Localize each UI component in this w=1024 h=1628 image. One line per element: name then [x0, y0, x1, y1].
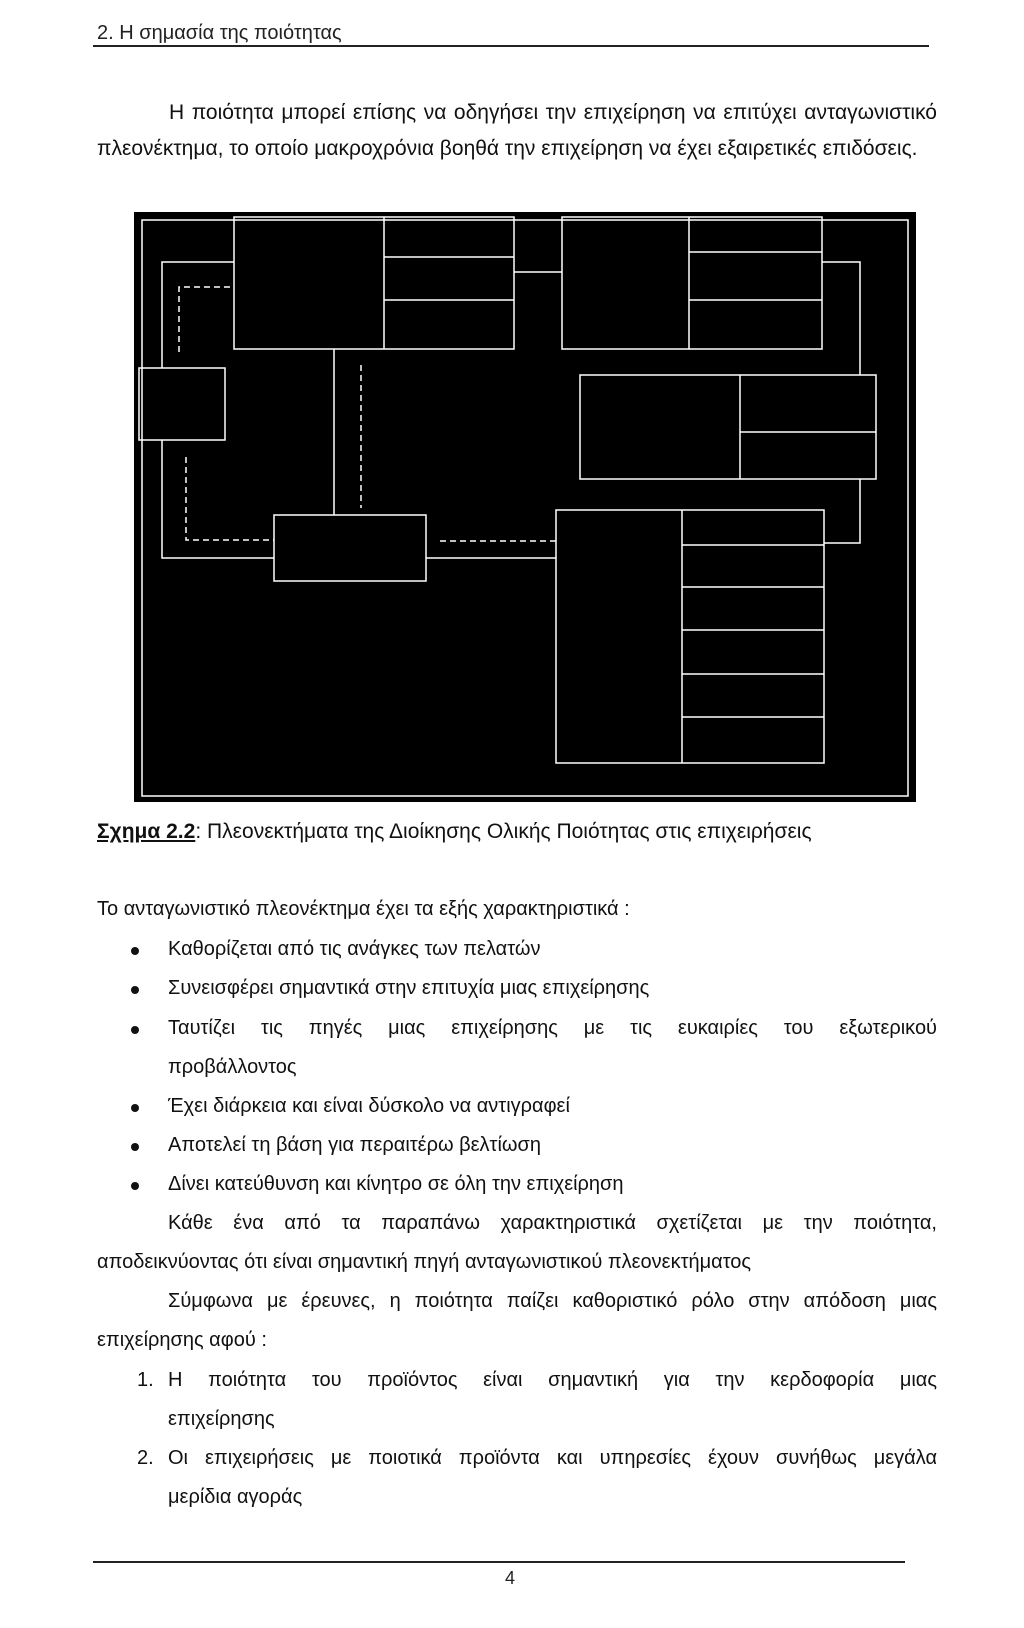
characteristics-intro: Το ανταγωνιστικό πλεονέκτημα έχει τα εξής χαρακτηριστικά :	[97, 898, 630, 920]
page-number: 4	[505, 1568, 516, 1588]
numbered-item: Οι επιχειρήσεις με ποιοτικά προϊόντα και υπηρεσίες έχουν συνήθως μεγάλα	[168, 1447, 937, 1469]
figure-diagram	[134, 212, 916, 802]
figure-caption-text: : Πλεονεκτήματα της Διοίκησης Ολικής Ποιότητας στις επιχειρήσεις	[195, 820, 812, 843]
figure-caption-label: Σχημα 2.2	[97, 820, 196, 843]
diagram-dashed-link	[179, 287, 234, 352]
bullet-item: Αποτελεί τη βάση για περαιτέρω βελτίωση	[168, 1134, 541, 1156]
list-number: 2.	[137, 1447, 154, 1469]
bullet-dot	[131, 1182, 139, 1190]
list-number: 1.	[137, 1369, 154, 1391]
header-rule	[93, 45, 929, 47]
section-header: 2. Η σημασία της ποιότητας	[97, 22, 342, 44]
numbered-item: Η ποιότητα του προϊόντος είναι σημαντική για την κερδοφορία μιας	[168, 1369, 937, 1391]
bullet-dot	[131, 947, 139, 955]
bullet-dot	[131, 986, 139, 994]
paragraph-line: Κάθε ένα από τα παραπάνω χαρακτηριστικά σχετίζεται με την ποιότητα,	[168, 1212, 937, 1234]
figure-caption	[97, 820, 812, 844]
diagram-box-bottom-center	[274, 515, 426, 581]
paragraph-line: επιχείρησης αφού :	[97, 1329, 267, 1351]
intro-text: Η ποιότητα μπορεί επίσης να οδηγήσει την επιχείρηση να επιτύχει ανταγωνιστικό πλεονέκτημα, το οποίο μακροχρόνια βοηθά την επιχείρηση να έχει εξαιρετικές επιδόσεις.	[97, 101, 937, 160]
bullet-dot	[131, 1026, 139, 1034]
footer-rule	[93, 1561, 905, 1563]
diagram-box-right	[580, 375, 876, 479]
intro-paragraph	[97, 95, 937, 167]
diagram-box-left	[139, 368, 225, 440]
paragraph-line: αποδεικνύοντας ότι είναι σημαντική πηγή ανταγωνιστικού πλεονεκτήματος	[97, 1251, 752, 1273]
bullet-dot	[131, 1104, 139, 1112]
bullet-item-continuation: προβάλλοντος	[168, 1056, 297, 1078]
diagram-box-top-right	[562, 217, 822, 349]
diagram-box-top-left	[234, 217, 514, 349]
bullet-item: Έχει διάρκεια και είναι δύσκολο να αντιγραφεί	[168, 1095, 570, 1117]
diagram-graphic	[134, 212, 916, 802]
paragraph-line: Σύμφωνα με έρευνες, η ποιότητα παίζει καθοριστικό ρόλο στην απόδοση μιας	[168, 1290, 937, 1312]
bullet-item: Συνεισφέρει σημαντικά στην επιτυχία μιας επιχείρησης	[168, 977, 650, 999]
numbered-item-continuation: επιχείρησης	[168, 1408, 275, 1430]
bullet-item: Δίνει κατεύθυνση και κίνητρο σε όλη την επιχείρηση	[168, 1173, 624, 1195]
numbered-item-continuation: μερίδια αγοράς	[168, 1486, 303, 1508]
bullet-item: Καθορίζεται από τις ανάγκες των πελατών	[168, 938, 541, 960]
bullet-item: Ταυτίζει τις πηγές μιας επιχείρησης με τις ευκαιρίες του εξωτερικού	[168, 1017, 937, 1039]
diagram-box-bottom-right	[556, 510, 824, 763]
bullet-dot	[131, 1143, 139, 1151]
diagram-frame	[142, 220, 908, 796]
